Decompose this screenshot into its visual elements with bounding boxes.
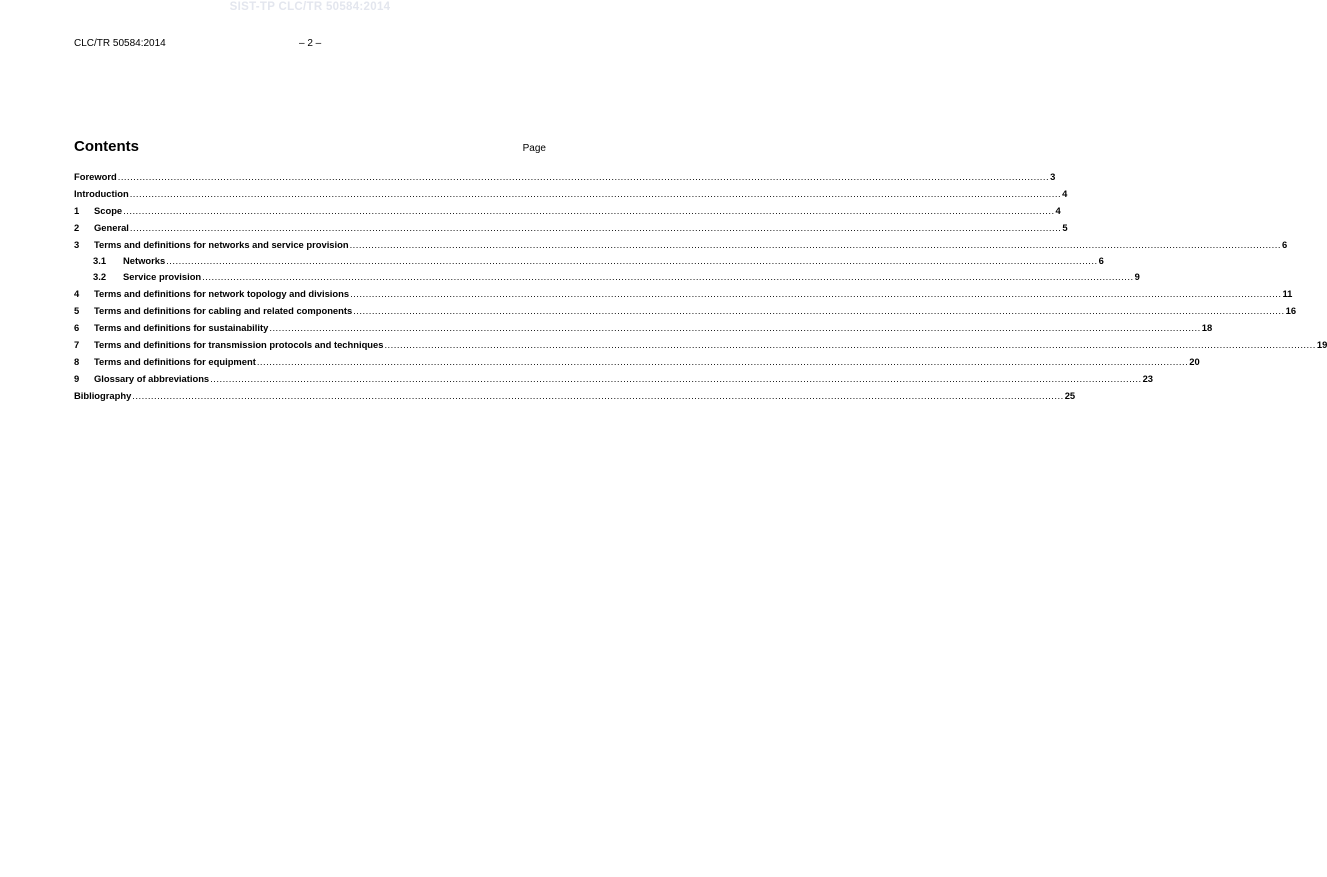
- toc-entry-number: 3.1: [93, 255, 107, 266]
- toc-entry-title: General: [94, 222, 129, 233]
- toc-entry-page: 11: [1282, 287, 1293, 299]
- toc-entry-network-topology[interactable]: [74, 285, 1293, 302]
- dot-leader: ............................................................................................................................................................................................................................................................................................................: [256, 355, 1189, 367]
- toc-entry-page: 6: [1281, 239, 1288, 250]
- toc-entry-number: 9: [74, 372, 80, 384]
- toc-entry-page: 9: [1134, 270, 1140, 282]
- page-column-label: Page: [522, 143, 546, 154]
- dot-leader: ............................................................................................................................................................................................................................................................................................................: [129, 222, 1062, 233]
- toc-entry-title: Glossary of abbreviations: [94, 372, 210, 384]
- table-of-contents: [74, 168, 1327, 404]
- toc-entry-title: Terms and definitions for networks and service provision: [94, 239, 349, 250]
- contents-title: Contents: [74, 138, 139, 155]
- dot-leader: ............................................................................................................................................................................................................................................................................................................: [353, 304, 1285, 316]
- dot-leader: ............................................................................................................................................................................................................................................................................................................: [269, 321, 1201, 333]
- toc-entry-general[interactable]: [74, 219, 1068, 236]
- toc-entry-number: 6: [74, 321, 80, 333]
- toc-entry-title: Foreword: [74, 171, 117, 182]
- toc-entry-page: 4: [1055, 205, 1061, 216]
- dot-leader: ............................................................................................................................................................................................................................................................................................................: [349, 239, 1281, 250]
- toc-entry-title: Introduction: [74, 188, 129, 199]
- toc-entry-title: Terms and definitions for sustainability: [94, 321, 269, 333]
- toc-entry-number: 8: [74, 355, 80, 367]
- toc-entry-title: Terms and definitions for cabling and related components: [94, 304, 353, 316]
- toc-entry-scope[interactable]: [74, 202, 1061, 219]
- toc-entry-page: 3: [1050, 171, 1056, 182]
- toc-entry-title: Scope: [94, 205, 123, 216]
- toc-entry-title: Networks: [123, 255, 166, 266]
- toc-entry-page: 25: [1064, 389, 1076, 401]
- toc-entry-page: 16: [1285, 304, 1297, 316]
- toc-entry-page: 23: [1142, 372, 1153, 384]
- toc-entry-title: Terms and definitions for equipment: [94, 355, 256, 367]
- toc-entry-number: 2: [74, 222, 80, 233]
- toc-entry-equipment[interactable]: [74, 353, 1200, 370]
- toc-entry-cabling[interactable]: [74, 302, 1297, 319]
- toc-entry-page: 18: [1201, 321, 1213, 333]
- toc-entry-number: 7: [74, 338, 80, 350]
- toc-entry-glossary[interactable]: [74, 370, 1153, 387]
- dot-leader: ............................................................................................................................................................................................................................................................................................................: [132, 389, 1064, 401]
- toc-entry-introduction[interactable]: [74, 185, 1068, 202]
- toc-entry-foreword[interactable]: [74, 168, 1056, 185]
- toc-entry-title: Bibliography: [74, 389, 132, 401]
- toc-entry-page: 19: [1316, 338, 1327, 350]
- toc-entry-page: 4: [1062, 188, 1068, 199]
- toc-entry-number: 1: [74, 205, 80, 216]
- dot-leader: ............................................................................................................................................................................................................................................................................................................: [202, 270, 1134, 282]
- dot-leader: ............................................................................................................................................................................................................................................................................................................: [123, 205, 1055, 216]
- page-number: – 2 –: [299, 38, 322, 49]
- toc-entry-number: 4: [74, 287, 80, 299]
- toc-entry-page: 20: [1189, 355, 1200, 367]
- toc-subentry-networks[interactable]: [74, 253, 1104, 269]
- running-header: [74, 37, 546, 51]
- watermark: SIST-TP CLC/TR 50584:2014: [229, 1, 391, 13]
- toc-subentry-service-provision[interactable]: [74, 269, 1140, 285]
- dot-leader: ............................................................................................................................................................................................................................................................................................................: [166, 255, 1098, 266]
- toc-entry-page: 6: [1098, 255, 1104, 266]
- dot-leader: ............................................................................................................................................................................................................................................................................................................: [117, 171, 1050, 182]
- toc-entry-title: Terms and definitions for transmission protocols and techniques: [94, 338, 384, 350]
- toc-entry-title: Terms and definitions for network topology and divisions: [94, 287, 350, 299]
- toc-entry-number: 3.2: [93, 270, 107, 282]
- dot-leader: ............................................................................................................................................................................................................................................................................................................: [210, 372, 1142, 384]
- toc-entry-transmission-protocols[interactable]: [74, 336, 1327, 353]
- toc-entry-networks-service-provision[interactable]: [74, 236, 1288, 253]
- toc-entry-number: 3: [74, 239, 80, 250]
- toc-entry-sustainability[interactable]: [74, 319, 1213, 336]
- document-id: CLC/TR 50584:2014: [74, 38, 166, 49]
- dot-leader: ............................................................................................................................................................................................................................................................................................................: [384, 338, 1316, 350]
- dot-leader: ............................................................................................................................................................................................................................................................................................................: [350, 287, 1282, 299]
- dot-leader: ............................................................................................................................................................................................................................................................................................................: [129, 188, 1062, 199]
- toc-entry-number: 5: [74, 304, 80, 316]
- toc-entry-page: 5: [1062, 222, 1068, 233]
- toc-entry-title: Service provision: [123, 270, 202, 282]
- toc-entry-bibliography[interactable]: [74, 387, 1076, 404]
